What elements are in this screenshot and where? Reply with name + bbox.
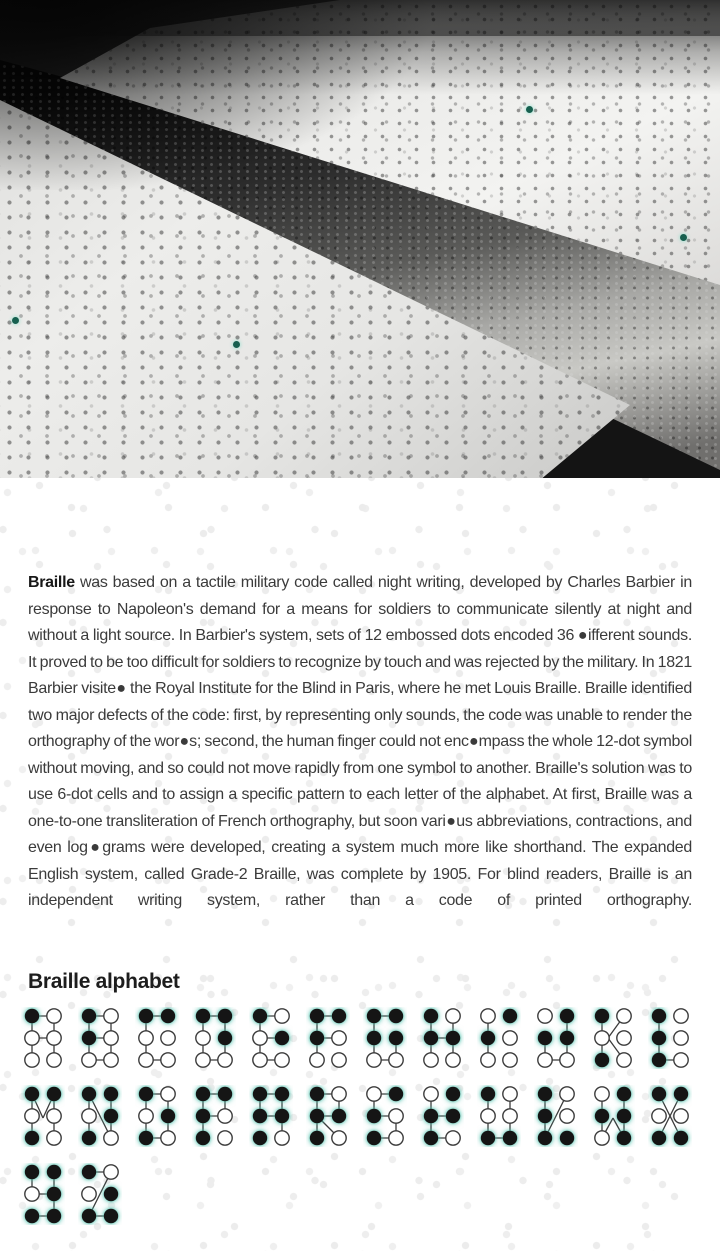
lead-word: Braille [28, 574, 75, 591]
braille-cell-a [21, 1007, 65, 1069]
braille-cell-f [306, 1007, 350, 1069]
braille-photo [0, 0, 720, 478]
photo-accent-dot [526, 106, 533, 113]
photo-accent-dot [680, 234, 687, 241]
braille-cell-o [135, 1085, 179, 1147]
braille-cell-r [306, 1085, 350, 1147]
braille-cell-c [135, 1007, 179, 1069]
photo-shadow-bottom [0, 0, 720, 36]
alphabet-block [0, 970, 720, 1241]
alphabet-heading: Braille alphabet [28, 970, 180, 993]
braille-cell-d [192, 1007, 236, 1069]
braille-cell-t [420, 1085, 464, 1147]
braille-row [21, 1085, 720, 1147]
braille-cell-z [78, 1163, 122, 1225]
braille-cell-p [192, 1085, 236, 1147]
braille-cell-u [477, 1085, 521, 1147]
photo-accent-dot [12, 317, 19, 324]
braille-cell-s [363, 1085, 407, 1147]
braille-cell-i [477, 1007, 521, 1069]
braille-cell-m [21, 1085, 65, 1147]
braille-cell-w [591, 1085, 635, 1147]
braille-cell-g [363, 1007, 407, 1069]
braille-row [21, 1007, 720, 1069]
braille-cell-v [534, 1085, 578, 1147]
braille-cell-j [534, 1007, 578, 1069]
braille-cell-h [420, 1007, 464, 1069]
braille-cell-l [648, 1007, 692, 1069]
braille-cell-x [648, 1085, 692, 1147]
article-paragraph [28, 570, 692, 915]
braille-cell-q [249, 1085, 293, 1147]
article-body-text: was based on a tactile military code called night writing, developed by Charles Barbier in response to Napoleon's demand for a means for soldiers to communicate silently at night and without a light source. In Barbier's system, sets of 12 embossed dots encoded 36 ●ifferent sounds. It proved to be too difficult for soldiers to recognize by touch and was rejected by the military. In 1821 Barbier visite● the Royal Institute for the Blind in Paris, where he met Louis Braille. Braille identified two major defects of the code: first, by representing only sounds, the code was unable to render the orthography of the wor●s; second, the human finger could not enc●mpass the whole 12-dot symbol without moving, and so could not move rapidly from one symbol to another. Braille's solution was to use 6-dot cells and to assign a specific pattern to each letter of the alphabet. At first, Braille was a one-to-one transliteration of French orthography, but soon vari●us abbreviations, contractions, and even log●grams were developed, creating a system much more like shorthand. The expanded English system, called Grade-2 Braille, was complete by 1905. For blind readers, Braille is an independent writing system, rather than a code of printed orthography. [28, 574, 692, 909]
photo-accent-dot [233, 341, 240, 348]
braille-cell-e [249, 1007, 293, 1069]
braille-cell-k [591, 1007, 635, 1069]
braille-cell-y [21, 1163, 65, 1225]
braille-cell-b [78, 1007, 122, 1069]
braille-alphabet-grid [0, 1007, 720, 1225]
article-section [0, 478, 720, 1251]
braille-cell-n [78, 1085, 122, 1147]
braille-row [21, 1163, 720, 1225]
